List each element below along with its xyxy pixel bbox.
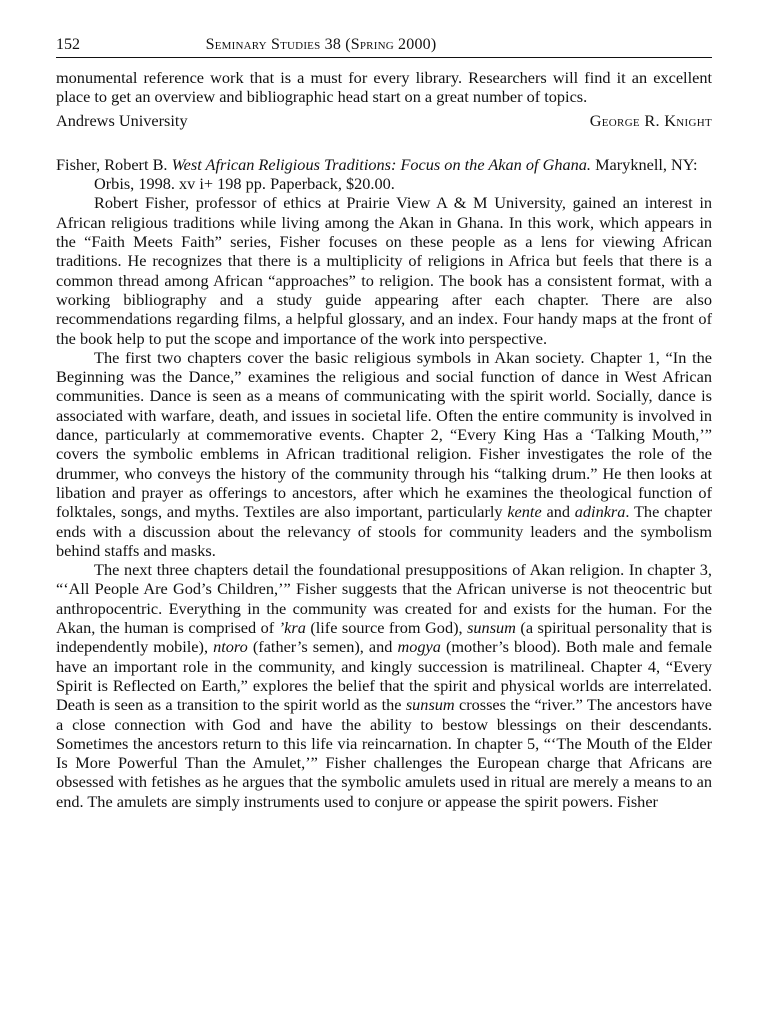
term-sunsum: sunsum <box>405 695 455 715</box>
paragraph-text: and <box>541 502 575 522</box>
book-title: West African Religious Traditions: Focus on the Akan of Ghana. <box>171 154 591 174</box>
reviewer-institution: Andrews University <box>56 110 188 130</box>
paragraph-text: (life source from God), <box>305 618 468 638</box>
prev-review-signoff <box>56 111 712 130</box>
page-number: 152 <box>56 36 80 53</box>
review-paragraph-2 <box>56 348 712 560</box>
paragraph-text: The first two chapters cover the basic religious symbols in Akan society. Chapter 1, “In the Beginning was the Dance,” examines the religious and social function of dance in West African communities. Dance is seen as a means of communicating with the spirit world. Socially, dance is associated with warfare, death, and issues in societal life. Often the entire community is involved in dance, particularly at commemorative events. Chapter 2, “Every King Has a ‘Talking Mouth,’” covers the symbolic emblems in African traditional religion. Fisher investigates the role of the drummer, who conveys the history of the community through his “talking drum.” He then looks at libation and prayer as offerings to ancestors, after which he examines the theological function of folktales, songs, and myths. Textiles are also important, particularly <box>56 347 712 522</box>
book-author: Fisher, Robert B. <box>56 154 168 174</box>
paragraph-text: (father’s semen), and <box>247 637 398 657</box>
review-paragraph-1: Robert Fisher, professor of ethics at Prairie View A & M University, gained an interest in African religious traditions while living among the Akan in Ghana. In this work, which appears in the “Faith Meets Faith” series, Fisher focuses on these people as a lens for viewing African traditions. He recognizes that there is a multiplicity of religions in Africa but feels that there is a common thread among African “approaches” to religion. The book has a consistent format, with a working bibliography and a study guide appearing after each chapter. There are also recommendations regarding films, a helpful glossary, and an index. Four handy maps at the front of the book help to put the scope and importance of the work into perspective. <box>56 193 712 348</box>
paragraph-text: The next three chapters detail the foundational presuppositions of Akan religion. In chapter 3, “‘All People Are God’s Children,’” Fisher suggests that the African universe is not theocentric but anthropocentric. Everything in the community was created for and exists for the human. For the Akan, the human is comprised of <box>56 560 712 638</box>
journal-title: Seminary Studies 38 (Spring 2000) <box>205 36 437 53</box>
term-mogya: mogya <box>397 637 441 657</box>
prev-review-text: monumental reference work that is a must for every library. Researchers will find it an excellent place to get an overview and bibliographic head start on a great number of topics. <box>56 68 712 107</box>
review-paragraph-3 <box>56 560 712 811</box>
term-sunsum: sunsum <box>467 618 516 638</box>
term-kente: kente <box>507 502 542 522</box>
term-adinkra: adinkra <box>574 502 626 522</box>
term-kra: ’kra <box>278 618 306 638</box>
paragraph-text: (mother’s blood). Both male and female have an important role in the community, and kingly succession is matrilineal. Chapter 4, “Every Spirit is Reflected on Earth,” explores the belief that the spirit and physical worlds are interrelated. Death is seen as a transition to the spirit world as the <box>56 637 712 715</box>
book-publication: Maryknell, NY: Orbis, 1998. xv i+ 198 pp. Paperback, $20.00. <box>94 154 698 194</box>
term-ntoro: ntoro <box>213 637 248 657</box>
reviewer-name: George R. Knight <box>589 110 712 130</box>
paragraph-text: . The chapter ends with a discussion about the relevancy of stools for community leaders and the symbolism behind staffs and masks. <box>56 502 712 560</box>
paragraph-text: (a spiritual personality that is independently mobile), <box>56 618 713 657</box>
body-text <box>56 68 712 811</box>
review-citation <box>56 155 712 194</box>
paragraph-text: crosses the “river.” The ancestors have a close connection with God and have the ability to bestow blessings on their descendants. Sometimes the ancestors return to this life via reincarnation. In chapter 5, “‘The Mouth of the Elder Is More Powerful Than the Amulet,’” Fisher challenges the European charge that Africans are obsessed with fetishes as he argues that the symbolic amulets used in ritual are merely a means to an end. The amulets are simply instruments used to conjure or appease the spirit powers. Fisher <box>56 695 712 811</box>
running-head <box>56 36 712 58</box>
